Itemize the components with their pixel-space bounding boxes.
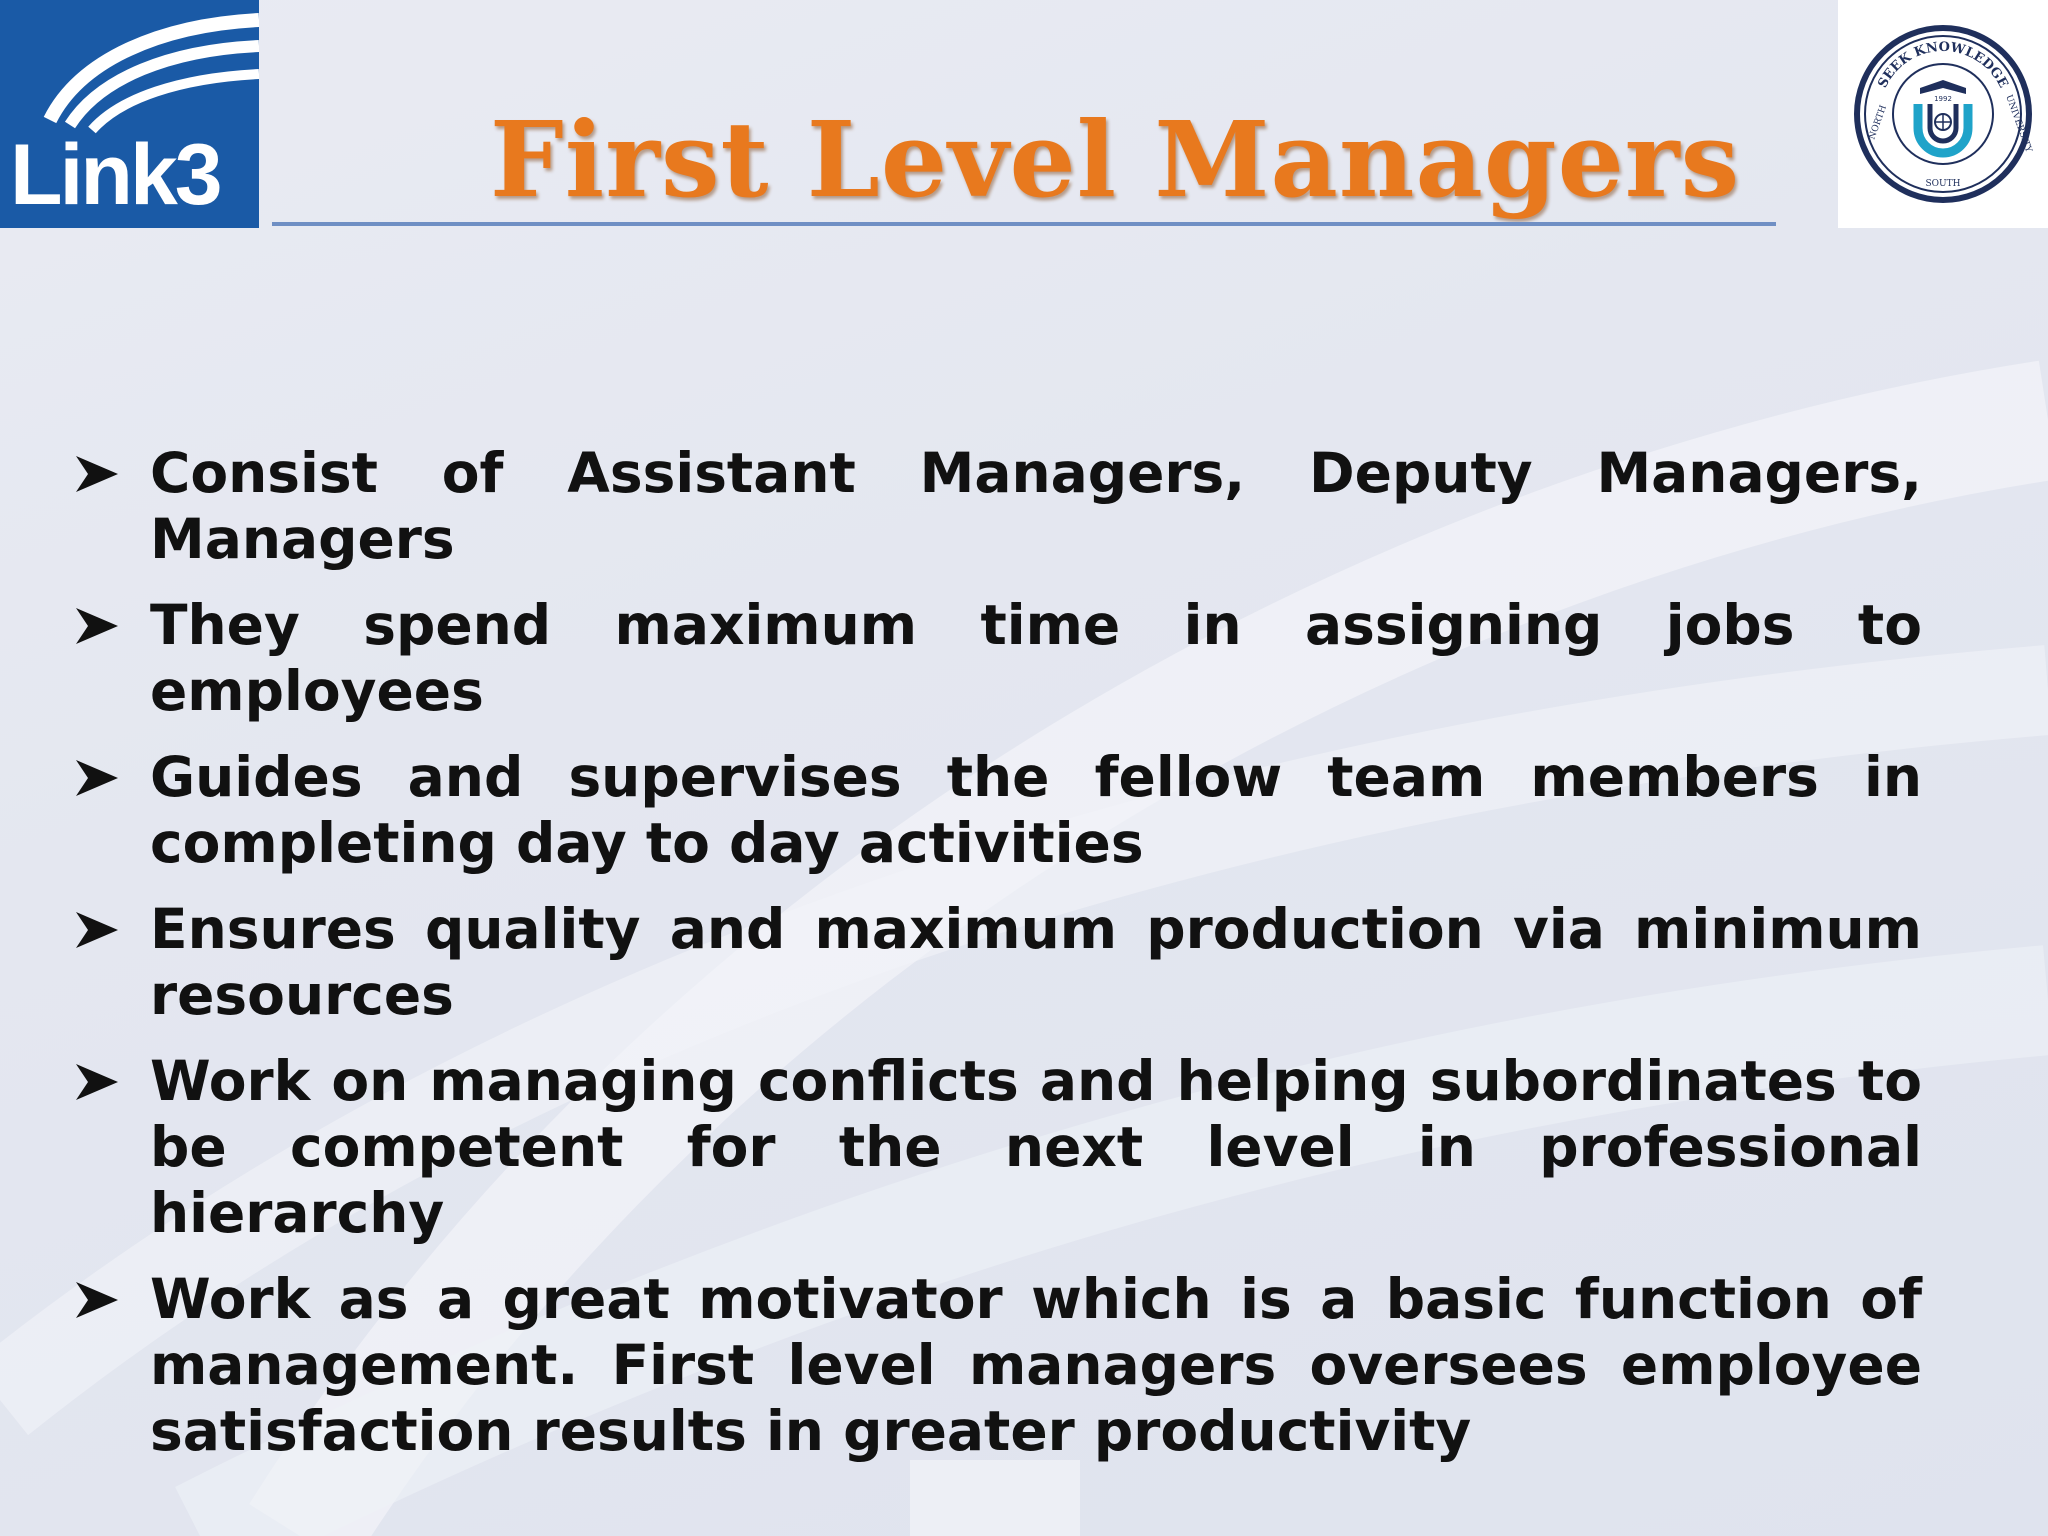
bullet-item: [70, 744, 1922, 876]
bullet-text: Work as a great motivator which is a basic function of management. First level managers oversees employee satisfaction results in greater productivity: [150, 1267, 1922, 1463]
link3-logo: [0, 0, 259, 228]
arrowhead-bullet-icon: [74, 454, 120, 494]
university-seal-icon: [1838, 0, 2048, 228]
arrowhead-bullet-icon: [74, 1062, 120, 1102]
bullet-text: Guides and supervises the fellow team members in completing day to day activities: [150, 745, 1922, 875]
arrowhead-bullet-icon: [74, 606, 120, 646]
bullet-list: [70, 440, 1922, 1484]
bullet-item: [70, 896, 1922, 1028]
bullet-item: [70, 1048, 1922, 1246]
bullet-text: Consist of Assistant Managers, Deputy Managers, Managers: [150, 441, 1922, 571]
bullet-text: They spend maximum time in assigning jobs to employees: [150, 593, 1922, 723]
bullet-text: Ensures quality and maximum production via minimum resources: [150, 897, 1922, 1027]
link3-logo-text: Link3: [10, 127, 220, 223]
seal-outer-text: SEEK KNOWLEDGE: [1875, 39, 2011, 91]
bullet-item: [70, 1266, 1922, 1464]
university-seal: [1838, 0, 2048, 228]
title-underline: [272, 222, 1776, 226]
arrowhead-bullet-icon: [74, 910, 120, 950]
seal-bottom-text: SOUTH: [1925, 179, 1961, 189]
bullet-item: [70, 440, 1922, 572]
seal-left-text: NORTH: [1867, 104, 1890, 142]
seal-year: 1992: [1934, 95, 1952, 103]
bullet-text: Work on managing conflicts and helping subordinates to be competent for the next level in professional hierarchy: [150, 1049, 1922, 1245]
seal-right-text: UNIVERSITY: [2003, 93, 2034, 154]
slide-title: First Level Managers: [489, 98, 1741, 221]
arrowhead-bullet-icon: [74, 758, 120, 798]
arrowhead-bullet-icon: [74, 1280, 120, 1320]
bullet-item: [70, 592, 1922, 724]
